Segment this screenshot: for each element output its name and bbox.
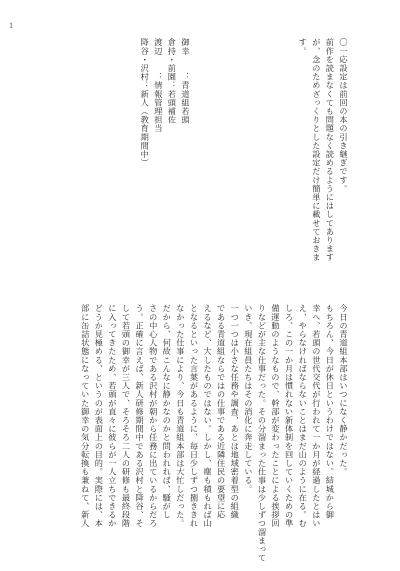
body-line: 備運動のようなもので、幹部が変わったことによる挨拶回 <box>271 304 282 528</box>
body-line: 一つ一つは小さな任務や調査、あとは地域密着型の組織 <box>230 304 241 519</box>
body-line: 今日の青道組本部はいつになく静かだった。 <box>339 304 349 476</box>
body-line: え、やらなければならないことはまだ山のように在る。む <box>298 304 309 528</box>
note-line: す。 <box>298 38 309 56</box>
body-line: しろ、この一か月は慣れない新体制を回していくための準 <box>284 304 295 528</box>
role-line: 倉持・前園：若頭補佐 <box>167 38 178 124</box>
role-line: 御幸 ：青道組若頭 <box>181 38 191 124</box>
body-line: である青道組ならではの仕事である近隣住民の要望に応 <box>216 304 227 519</box>
page-number: 1 <box>9 22 14 30</box>
body-line: して若頭の御幸が三人で、そろそろ二人の研修も最終段階 <box>121 304 132 528</box>
body-line: なかった仕事により、今日も青道組本部は大忙しだった。 <box>175 304 186 528</box>
body-line: だから、何故こんなに静かなのかと問われれば、騒がし <box>162 304 173 519</box>
body-line: もちろん、今日が休日というわけではない。結城から御 <box>325 304 336 519</box>
body-line: えるなど、大したものではない。しかし、塵も積もれば山 <box>203 304 214 528</box>
character-roles-list <box>138 38 192 288</box>
role-line: 渡辺 ：情報管理担当 <box>153 38 164 133</box>
body-line: 幸へ、若頭の世代交代が行われて一か月が経過したとはい <box>311 304 322 528</box>
main-body-text <box>78 304 350 562</box>
body-line: う。正確に言えば、新人研修期間中である沢村と降谷、そ <box>135 304 146 528</box>
note-line: 前作を読まなくても問題なく読めるようにはしてあります <box>325 38 336 262</box>
body-line: 部に缶詰状態になっていた御幸の気分転換も兼ねて、新人 <box>80 304 91 528</box>
role-line: 降谷・沢村：新人（教育期間中） <box>140 38 151 167</box>
body-line: に入ってきたため、若頭が直々に彼らが一人立ちできるか <box>107 304 118 528</box>
body-line: となるといった言葉があるように、毎日少しずつ捌ききれ <box>189 304 200 528</box>
body-line: りなどが主な仕事だった。その分溜まった仕事は少しずつ溜まって <box>257 304 268 562</box>
note-line: 〇一応設定は前回の本の引き継ぎです。 <box>339 38 349 193</box>
note-line: が、念のためざっくりとした設定だけ簡単に載せておきま <box>311 38 322 262</box>
setting-note <box>296 38 350 288</box>
body-line: さの中心人物である沢村が朝から任務に出ているからだろ <box>148 304 159 528</box>
body-line: どうか見極める、というのが表面上の目的。実際には、本 <box>94 304 105 528</box>
body-line: いき、現在組員たちはその消化に奔走している。 <box>243 304 254 494</box>
